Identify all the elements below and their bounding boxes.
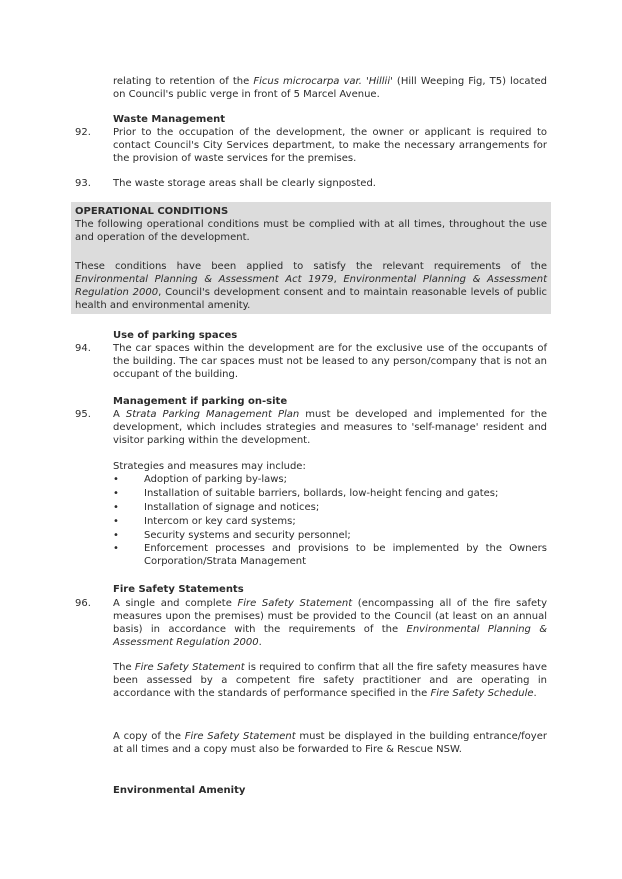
parking-management-heading: Management if parking on-site (113, 396, 288, 407)
parking-spaces-heading: Use of parking spaces (113, 330, 238, 341)
bullet-item: Enforcement processes and provisions to be implemented by the Owners Corporation/Strata Management (144, 543, 547, 567)
continuation-paragraph (113, 75, 547, 101)
condition-94-text: The car spaces within the development are for the exclusive use of the occupants of the building. The car spaces must not be leased to any person/company that is not an occupant of the building. (113, 343, 547, 380)
strategies-intro: Strategies and measures may include: (113, 461, 306, 472)
environmental-amenity-heading: Environmental Amenity (113, 785, 246, 796)
fire-p1-text-a: A single and complete (113, 598, 238, 609)
fire-safety-heading: Fire Safety Statements (113, 584, 244, 595)
intro-text-a: relating to retention of the (113, 76, 254, 87)
fire-p2-text-c: . (533, 688, 537, 699)
bullet-item: Security systems and security personnel; (144, 530, 351, 541)
legislation-text-a: These conditions have been applied to satisfy the relevant requirements of the (75, 261, 547, 272)
condition-96-paragraph-2 (113, 661, 547, 700)
bullet-item: Adoption of parking by-laws; (144, 474, 288, 485)
fire-safety-statement-term: Fire Safety Statement (184, 731, 296, 742)
condition-number-95: 95. (75, 409, 91, 420)
fire-p1-text-c: . (258, 637, 262, 648)
ep-regulation-title: Environmental Planning & Assessment Regulation 2000 (75, 274, 547, 298)
condition-number-93: 93. (75, 178, 91, 189)
bullet-marker: • (113, 516, 119, 527)
condition-number-94: 94. (75, 343, 91, 354)
legislation-text-b: , (333, 274, 344, 285)
fire-p1-text-b: (encompassing all of the fire safety measures upon the premises) must be provided to the Council (at least on an annual basis) in accordance with the requirements of the (113, 598, 547, 635)
fire-p2-text-a: The (113, 662, 135, 673)
intro-text-b: (Hill Weeping Fig, T5) located on Council's public verge in front of 5 Marcel Avenue. (113, 76, 547, 100)
fire-safety-schedule-term: Fire Safety Schedule (430, 688, 534, 699)
ficus-species-name: Ficus microcarpa var. 'Hillii' (253, 76, 393, 87)
condition-number-92: 92. (75, 127, 91, 138)
ep-act-title: Environmental Planning & Assessment Act 1979 (75, 274, 334, 285)
condition-96-paragraph-1 (113, 597, 547, 649)
fire-safety-statement-term: Fire Safety Statement (237, 598, 353, 609)
bullet-item: Installation of suitable barriers, bollards, low-height fencing and gates; (144, 488, 499, 499)
bullet-marker: • (113, 474, 119, 485)
legislation-text-c: , Council's development consent and to maintain reasonable levels of public health and environmental amenity. (75, 287, 547, 311)
operational-conditions-title: OPERATIONAL CONDITIONS (75, 206, 229, 217)
bullet-marker: • (113, 530, 119, 541)
bullet-marker: • (113, 502, 119, 513)
condition-96-paragraph-3 (113, 730, 547, 756)
bullet-marker: • (113, 488, 119, 499)
fire-safety-statement-term: Fire Safety Statement (134, 662, 245, 673)
operational-intro-paragraph: The following operational conditions must be complied with at all times, throughout the use and operation of the development. (75, 219, 547, 243)
c95-text-a: A (113, 409, 126, 420)
condition-93-text: The waste storage areas shall be clearly signposted. (113, 178, 376, 189)
bullet-item: Installation of signage and notices; (144, 502, 320, 513)
bullet-marker: • (113, 543, 119, 554)
fire-p3-text-a: A copy of the (113, 731, 185, 742)
c95-text-b: must be developed and implemented for the development, which includes strategies and measures to 'self-manage' resident and visitor parking within the development. (113, 409, 547, 446)
fire-p3-text-b: must be displayed in the building entrance/foyer at all times and a copy must also be forwarded to Fire & Rescue NSW. (113, 731, 547, 755)
strata-plan-title: Strata Parking Management Plan (125, 409, 300, 420)
bullet-item: Intercom or key card systems; (144, 516, 296, 527)
ep-regulation-title: Environmental Planning & Assessment Regulation 2000 (113, 624, 547, 648)
condition-92-text: Prior to the occupation of the development, the owner or applicant is required to contact Council's City Services department, to make the necessary arrangements for the provision of waste services for the premises. (113, 127, 547, 164)
waste-management-heading: Waste Management (113, 114, 226, 125)
condition-95-text (113, 408, 547, 447)
operational-legislation-paragraph (75, 260, 547, 312)
fire-p2-text-b: is required to confirm that all the fire safety measures have been assessed by a competent fire safety practitioner and are operating in accordance with the standards of performance specified in the (113, 662, 547, 699)
condition-number-96: 96. (75, 598, 91, 609)
